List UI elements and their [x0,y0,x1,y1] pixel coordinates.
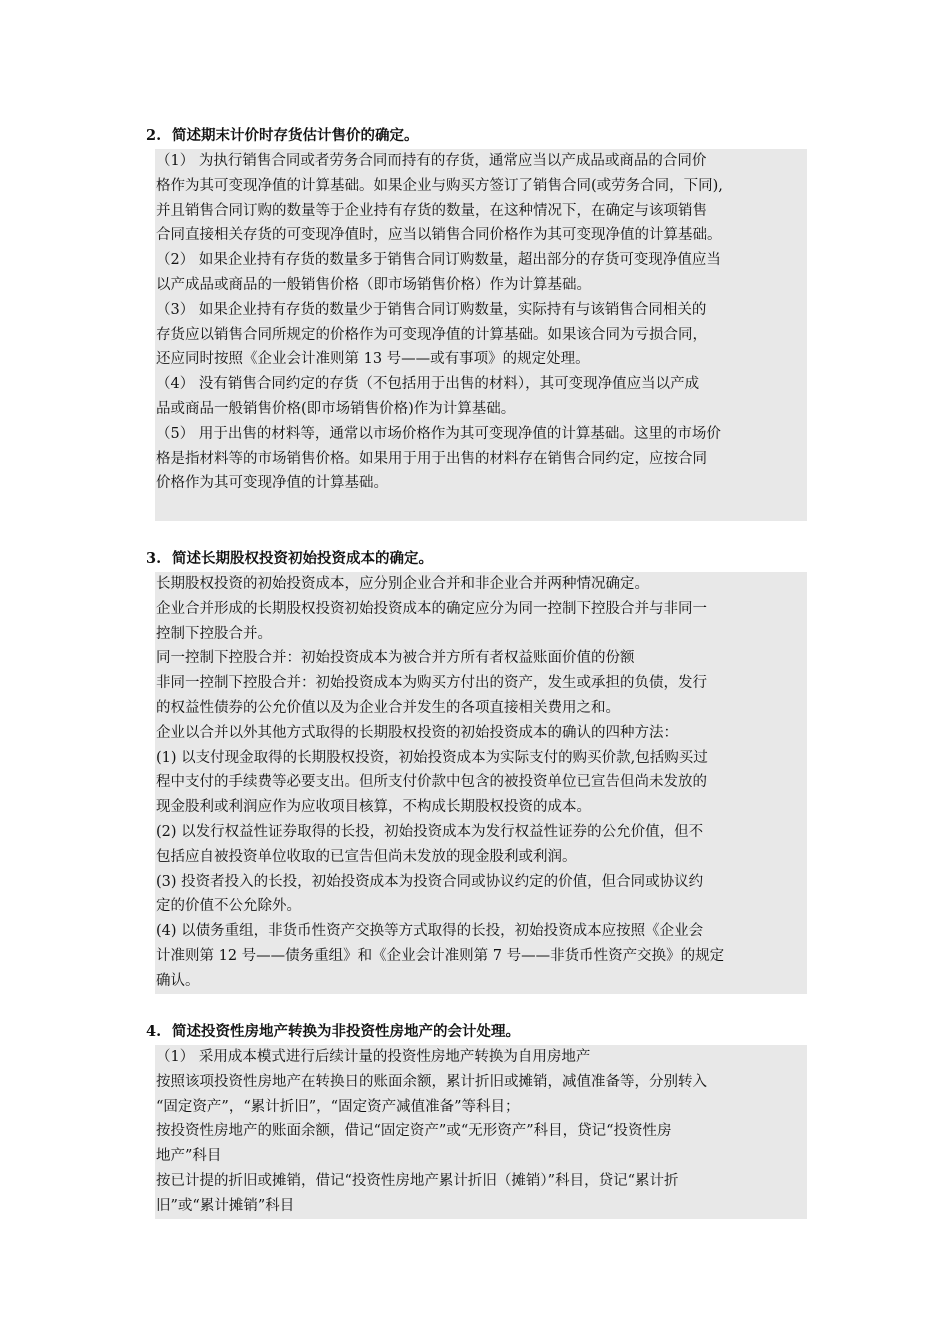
answer-line: 格是指材料等的市场销售价格。如果用于用于出售的材料存在销售合同约定，应按合同 [156,450,707,467]
answer-line: 长期股权投资的初始投资成本，应分别企业合并和非企业合并两种情况确定。 [156,576,649,592]
answer-line: 按已计提的折旧或摊销，借记“投资性房地产累计折旧（摊销）”科目，贷记“累计折 [156,1172,679,1189]
section-title: 简述投资性房地产转换为非投资性房地产的会计处理。 [172,1023,520,1040]
answer-line: (2) 以发行权益性证券取得的长投，初始投资成本为发行权益性证券的公允价值，但不 [156,823,704,840]
answer-line: 计准则第 12 号——债务重组》和《企业会计准则第 7 号——非货币性资产交换》的规定 [156,947,725,964]
answer-line: 非同一控制下控股合并：初始投资成本为购买方付出的资产，发生或承担的负债，发行 [156,675,707,692]
section-title: 简述期末计价时存货估计售价的确定。 [172,127,419,144]
answer-line: （5） 用于出售的材料等，通常以市场价格作为其可变现净值的计算基础。这里的市场价 [156,425,721,442]
answer-line: (4) 以债务重组，非货币性资产交换等方式取得的长投，初始投资成本应按照《企业会 [156,923,704,940]
answer-line: 按照该项投资性房地产在转换日的账面余额，累计折旧或摊销，减值准备等，分别转入 [156,1073,707,1090]
section-3-answer-box [155,572,807,994]
answer-line [156,496,803,521]
section-2-heading [146,126,419,146]
section-2-answer-box [155,149,807,521]
answer-line: 现金股利或利润应作为应收项目核算，不构成长期股权投资的成本。 [156,799,591,816]
answer-line: (3) 投资者投入的长投，初始投资成本为投资合同或协议约定的价值，但合同或协议约 [156,873,704,890]
section-number: 3. [146,550,162,567]
answer-line: 程中支付的手续费等必要支出。但所支付价款中包含的被投资单位已宣告但尚未发放的 [156,774,707,791]
answer-line: （3） 如果企业持有存货的数量少于销售合同订购数量，实际持有与该销售合同相关的 [156,301,707,318]
answer-line: 以产成品或商品的一般销售价格（即市场销售价格）作为计算基础。 [156,276,591,293]
section-4-answer-box [155,1045,807,1219]
answer-line: 的权益性债券的公允价值以及为企业合并发生的各项直接相关费用之和。 [156,699,620,716]
answer-line: 格作为其可变现净值的计算基础。如果企业与购买方签订了销售合同(或劳务合同，下同), [156,177,723,194]
answer-line: （4） 没有销售合同约定的存货（不包括用于出售的材料），其可变现净值应当以产成 [156,376,700,393]
answer-line: 品或商品一般销售价格(即市场销售价格)作为计算基础。 [156,400,516,417]
answer-line: (1) 以支付现金取得的长期股权投资，初始投资成本为实际支付的购买价款,包括购买过 [156,749,708,766]
answer-line: 并且销售合同订购的数量等于企业持有存货的数量，在这种情况下，在确定与该项销售 [156,202,707,219]
answer-line: 旧”或“累计摊销”科目 [156,1197,295,1214]
answer-line: 合同直接相关存货的可变现净值时，应当以销售合同价格作为其可变现净值的计算基础。 [156,227,722,244]
answer-line: 同一控制下控股合并：初始投资成本为被合并方所有者权益账面价值的份额 [156,650,635,667]
answer-line: 企业以合并以外其他方式取得的长期股权投资的初始投资成本的确认的四种方法： [156,724,678,741]
answer-line: （1） 为执行销售合同或者劳务合同而持有的存货，通常应当以产成品或商品的合同价 [156,153,707,169]
answer-line: 存货应以销售合同所规定的价格作为可变现净值的计算基础。如果该合同为亏损合同， [156,326,707,343]
section-4-heading [146,1022,520,1042]
answer-line: 企业合并形成的长期股权投资初始投资成本的确定应分为同一控制下控股合并与非同一 [156,600,707,617]
answer-line: 定的价值不公允除外。 [156,898,301,915]
answer-line: （1） 采用成本模式进行后续计量的投资性房地产转换为自用房地产 [156,1049,591,1065]
section-number: 2. [146,127,162,144]
answer-line: “固定资产”，“累计折旧”，“固定资产减值准备”等科目； [156,1098,520,1115]
answer-line: 价格作为其可变现净值的计算基础。 [156,475,388,492]
answer-line: 按投资性房地产的账面余额，借记“固定资产”或“无形资产”科目，贷记“投资性房 [156,1123,672,1140]
answer-line: 还应同时按照《企业会计准则第 13 号——或有事项》的规定处理。 [156,351,590,368]
answer-line: 包括应自被投资单位收取的已宣告但尚未发放的现金股利或利润。 [156,848,577,865]
section-number: 4. [146,1023,162,1040]
section-3-heading [146,549,433,569]
answer-line: 地产”科目 [156,1148,222,1165]
answer-line: 确认。 [156,972,200,989]
section-title: 简述长期股权投资初始投资成本的确定。 [172,550,433,567]
answer-line: （2） 如果企业持有存货的数量多于销售合同订购数量，超出部分的存货可变现净值应当 [156,252,721,269]
answer-line: 控制下控股合并。 [156,625,272,642]
